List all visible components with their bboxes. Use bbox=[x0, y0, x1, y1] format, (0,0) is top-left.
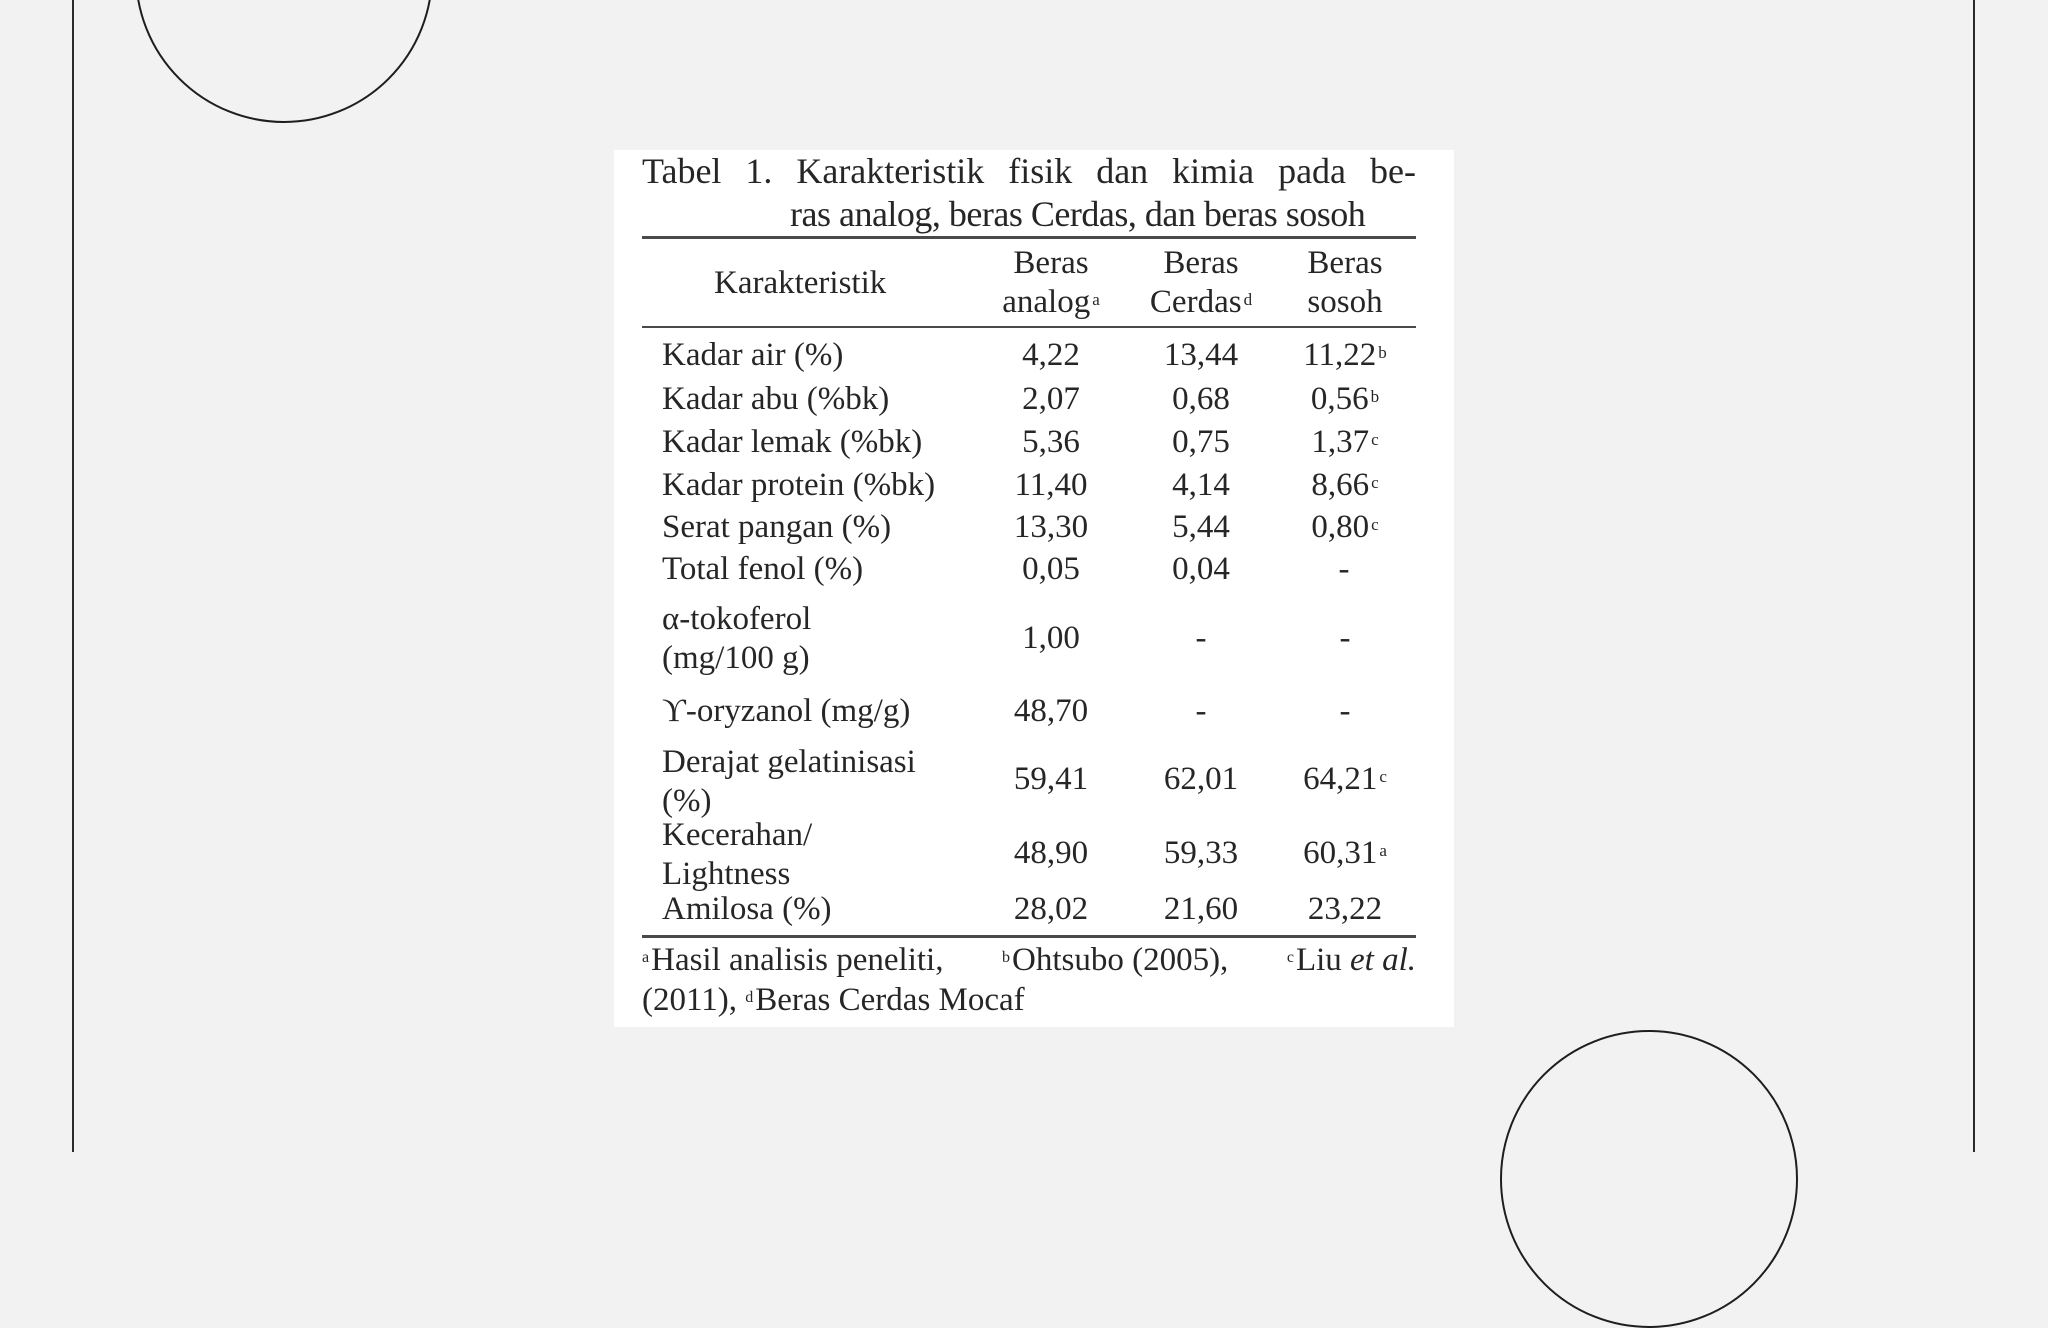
header-label: Karakteristik bbox=[714, 265, 887, 301]
cell-sosoh bbox=[1270, 619, 1420, 658]
footnote-line-2 bbox=[642, 980, 1416, 1020]
cell-sosoh bbox=[1270, 890, 1420, 929]
footnote-marker: a bbox=[1379, 841, 1387, 860]
caption-word: pada bbox=[1278, 151, 1347, 191]
cell-sosoh bbox=[1270, 466, 1420, 505]
footnote-marker: c bbox=[1371, 473, 1379, 492]
slide-left-border bbox=[72, 0, 74, 1152]
footnote-marker: b bbox=[1001, 949, 1010, 966]
row-label-line: (%) bbox=[662, 783, 712, 819]
caption-word: be- bbox=[1370, 151, 1416, 191]
row-label bbox=[662, 743, 916, 821]
footnote-italic: et al. bbox=[1350, 942, 1416, 978]
cell-cerdas: - bbox=[1195, 620, 1207, 656]
footnote-marker: b bbox=[1378, 343, 1387, 362]
row-label: ϒ-oryzanol (mg/g) bbox=[662, 693, 911, 729]
cell-value: 0,56 bbox=[1310, 381, 1369, 417]
table-caption bbox=[642, 150, 1416, 236]
cell-sosoh bbox=[1270, 834, 1420, 873]
cell-analog: 48,70 bbox=[1013, 693, 1089, 729]
row-label: Kadar protein (%bk) bbox=[662, 467, 936, 503]
cell-value: 8,66 bbox=[1311, 467, 1370, 503]
header-line: sosoh bbox=[1307, 284, 1383, 320]
caption-word: 1. bbox=[745, 151, 773, 191]
cell-value: 11,22 bbox=[1303, 337, 1377, 373]
footnote-part bbox=[1287, 940, 1416, 980]
cell-cerdas: 0,68 bbox=[1172, 381, 1230, 417]
cell-sosoh bbox=[1270, 423, 1420, 462]
footnote-marker: b bbox=[1370, 387, 1380, 406]
footnote-text: (2011), bbox=[642, 982, 738, 1018]
cell-value: 0,80 bbox=[1311, 509, 1370, 545]
cell-value: 60,31 bbox=[1303, 835, 1378, 871]
row-label: Kadar lemak (%bk) bbox=[662, 424, 923, 460]
row-label-line: Derajat gelatinisasi bbox=[662, 744, 916, 780]
cell-sosoh bbox=[1270, 550, 1420, 589]
footnote-part bbox=[642, 940, 943, 980]
cell-analog: 1,00 bbox=[1022, 620, 1080, 656]
caption-word: dan bbox=[1096, 151, 1149, 191]
row-label-line: Kecerahan/ bbox=[662, 817, 813, 853]
table-image bbox=[614, 150, 1454, 1027]
cell-analog: 48,90 bbox=[1013, 835, 1089, 871]
cell-sosoh bbox=[1270, 336, 1420, 375]
row-label: Kadar air (%) bbox=[662, 337, 844, 373]
header-line: Beras bbox=[1013, 245, 1089, 281]
cell-value: 23,22 bbox=[1307, 891, 1383, 927]
header-beras-sosoh bbox=[1270, 244, 1420, 322]
footnote-marker: c bbox=[1379, 767, 1387, 786]
bottom-rule bbox=[642, 935, 1416, 938]
footnote-part bbox=[1002, 940, 1228, 980]
footnote-marker: d bbox=[1243, 290, 1253, 309]
caption-line-1 bbox=[642, 150, 1416, 193]
row-label: Kadar abu (%bk) bbox=[662, 381, 890, 417]
cell-cerdas: 21,60 bbox=[1163, 891, 1239, 927]
cell-analog: 0,05 bbox=[1022, 551, 1080, 587]
cell-cerdas: 0,04 bbox=[1172, 551, 1230, 587]
cell-value: 64,21 bbox=[1303, 761, 1378, 797]
cell-value: - bbox=[1339, 693, 1351, 729]
cell-cerdas: 62,01 bbox=[1163, 761, 1239, 797]
row-label bbox=[662, 600, 811, 678]
cell-cerdas: - bbox=[1195, 693, 1207, 729]
cell-cerdas: 5,44 bbox=[1172, 509, 1230, 545]
cell-cerdas: 13,44 bbox=[1163, 337, 1239, 373]
footnote-text: Hasil analisis peneliti, bbox=[651, 942, 944, 978]
footnote-marker: c bbox=[1286, 949, 1294, 966]
footnote-marker: c bbox=[1371, 515, 1379, 534]
cell-analog: 11,40 bbox=[1014, 467, 1088, 503]
header-beras-analog bbox=[976, 244, 1126, 322]
cell-analog: 4,22 bbox=[1022, 337, 1080, 373]
cell-value: - bbox=[1339, 620, 1351, 656]
footnote-text: Ohtsubo (2005), bbox=[1011, 942, 1229, 978]
caption-line-2: ras analog, beras Cerdas, dan beras sosoh bbox=[790, 194, 1366, 234]
cell-cerdas: 0,75 bbox=[1172, 424, 1230, 460]
cell-cerdas: 59,33 bbox=[1163, 835, 1239, 871]
footnote-marker: a bbox=[642, 949, 650, 966]
header-text: analog bbox=[1002, 284, 1091, 320]
caption-word: Karakteristik bbox=[796, 151, 985, 191]
footnote-text: Beras Cerdas Mocaf bbox=[755, 982, 1025, 1018]
row-label-line: Lightness bbox=[662, 856, 791, 892]
cell-analog: 5,36 bbox=[1022, 424, 1080, 460]
footnote-marker: d bbox=[745, 989, 754, 1006]
row-label: Amilosa (%) bbox=[662, 891, 832, 927]
cell-analog: 28,02 bbox=[1013, 891, 1089, 927]
cell-sosoh bbox=[1270, 380, 1420, 419]
row-label-line: α-tokoferol bbox=[662, 601, 812, 637]
header-line bbox=[1126, 283, 1276, 322]
caption-word: fisik bbox=[1008, 151, 1073, 191]
footnote-marker: a bbox=[1092, 290, 1100, 309]
cell-sosoh bbox=[1270, 760, 1420, 799]
row-label bbox=[662, 816, 812, 894]
footnote-line-1 bbox=[642, 940, 1416, 980]
cell-value: - bbox=[1338, 551, 1350, 587]
header-line: Beras bbox=[1307, 245, 1383, 281]
cell-cerdas: 4,14 bbox=[1172, 467, 1230, 503]
header-rule bbox=[642, 326, 1416, 328]
decorative-circle-bottom bbox=[1500, 1030, 1798, 1328]
header-text: Cerdas bbox=[1149, 284, 1242, 320]
row-label: Serat pangan (%) bbox=[662, 509, 892, 545]
header-beras-cerdas bbox=[1126, 244, 1276, 322]
footnote-marker: c bbox=[1371, 430, 1379, 449]
cell-analog: 13,30 bbox=[1013, 509, 1089, 545]
cell-analog: 59,41 bbox=[1013, 761, 1089, 797]
row-label: Total fenol (%) bbox=[662, 551, 864, 587]
caption-word: Tabel bbox=[642, 151, 722, 191]
decorative-circle-top bbox=[135, 0, 433, 123]
cell-value: 1,37 bbox=[1311, 424, 1370, 460]
table-footnote bbox=[642, 940, 1416, 1020]
row-label-line: (mg/100 g) bbox=[662, 640, 810, 676]
slide-right-border bbox=[1973, 0, 1975, 1152]
cell-analog: 2,07 bbox=[1022, 381, 1080, 417]
header-line: Beras bbox=[1163, 245, 1239, 281]
cell-sosoh bbox=[1270, 692, 1420, 731]
footnote-text: Liu bbox=[1295, 942, 1342, 978]
top-rule bbox=[642, 236, 1416, 239]
caption-word: kimia bbox=[1172, 151, 1255, 191]
cell-sosoh bbox=[1270, 508, 1420, 547]
header-karakteristik bbox=[714, 264, 886, 303]
header-line bbox=[976, 283, 1126, 322]
